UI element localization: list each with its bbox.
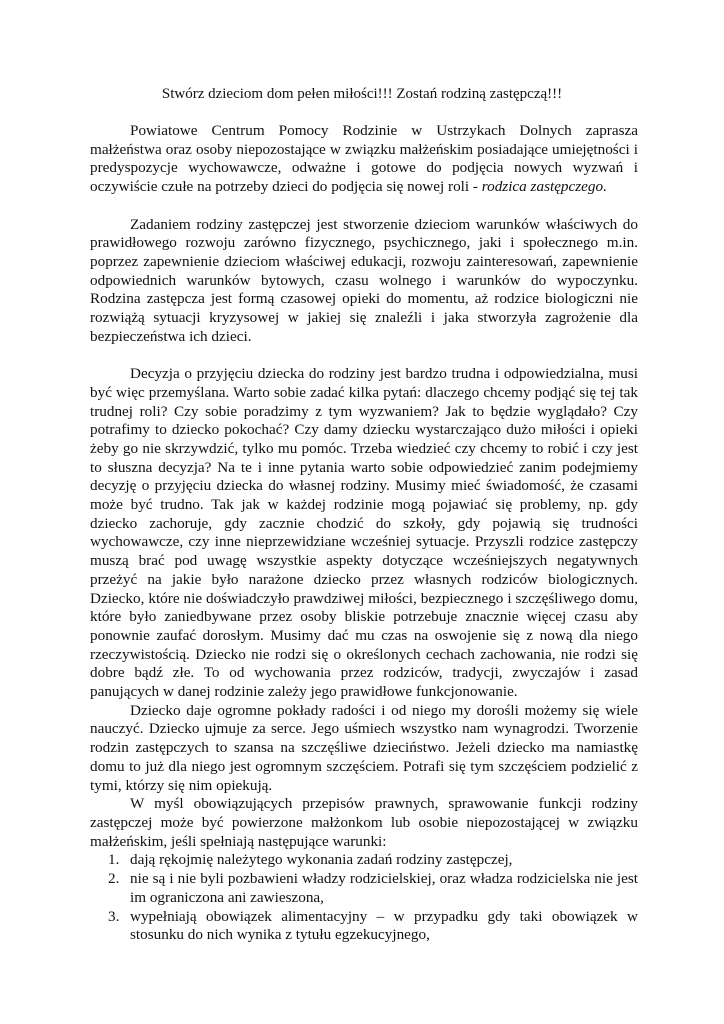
list-item-number: 1.: [108, 851, 120, 869]
paragraph-legal-requirements: W myśl obowiązujących przepisów prawnych, sprawowanie funkcji rodziny zastępczej może być powierzone małżonkom lub osobie niepozostającej w związku małżeńskim, jeśli spełniają następujące warunki:: [90, 795, 638, 850]
paragraph-invitation: [90, 122, 638, 197]
list-item: [90, 870, 638, 907]
document-title: Stwórz dzieciom dom pełen miłości!!! Zostań rodziną zastępczą!!!: [161, 86, 563, 102]
list-item-number: 3.: [108, 907, 120, 925]
list-item-number: 2.: [108, 870, 120, 888]
list-item-text: dają rękojmię należytego wykonania zadań rodziny zastępczej,: [130, 851, 513, 869]
paragraph-decision: Decyzja o przyjęciu dziecka do rodziny jest bardzo trudna i odpowiedzialna, musi być więc przemyślana. Warto sobie zadać kilka pytań: dlaczego chcemy podjąć się tej tak trudnej roli? Czy sobie poradzimy z tym wyzwaniem? Jak to będzie wyglądało? Czy potrafimy to dziecko pokochać? Czy damy dziecku wystarczająco dużo miłości i opieki żeby go nie skrzywdzić, tylko mu pomóc. Trzeba wiedzieć czy chcemy to robić i czy jest to słuszna decyzja? Na te i inne pytania warto sobie odpowiedzieć zanim podejmiemy decyzję o przyjęciu dziecka do własnej rodziny. Musimy mieć świadomość, że czasami może być trudno. Tak jak w każdej rodzinie mogą pojawiać się problemy, np. gdy dziecko zachoruje, gdy zacznie chodzić do szkoły, gdy pojawią się trudności wychowawcze, czy inne nieprzewidziane wcześniej sytuacje. Przyszli rodzice zastępczy muszą brać pod uwagę wszystkie aspekty dotyczące wcześniejszych negatywnych przeżyć na jakie było narażone dziecko przez własnych rodziców biologicznych. Dziecko, które nie doświadczyło prawdziwej miłości, bezpiecznego i szczęśliwego domu, które było zaniedbywane przez osoby bliskie potrzebuje znacznie więcej czasu aby ponownie zaufać dorosłym. Musimy dać mu czas na oswojenie się z nową dla niego rzeczywistością. Dziecko nie rodzi się o określonych cechach zachowania, nie rodzi się dobre bądź złe. To od wychowania przez rodziców, tradycji, zwyczajów i zasad panujących w danej rodzinie zależy jego prawidłowe funkcjonowanie.: [90, 365, 638, 701]
conditions-list: [90, 851, 638, 945]
paragraph-invitation-text: Powiatowe Centrum Pomocy Rodzinie w Ustrzykach Dolnych zaprasza małżeństwa oraz osoby niepozostające w związku małżeńskim posiadające umiejętności i predyspozycje wychowawcze, odważne i gotowe do podjęcia nowych wyzwań i oczywiście czułe na potrzeby dzieci do podjęcia się nowej roli -: [90, 122, 638, 196]
list-item: [90, 908, 638, 945]
paragraph-foster-family-task: Zadaniem rodziny zastępczej jest stworzenie dzieciom warunków właściwych do prawidłowego rozwoju zarówno fizycznego, psychicznego, jaki i społecznego m.in. poprzez zapewnienie dzieciom właściwej edukacji, rozwoju zainteresowań, zapewnienie odpowiednich warunków bytowych, czasu wolnego i warunków do wypoczynku. Rodzina zastępcza jest formą czasowej opieki do momentu, aż rodzice biologiczni nie rozwiążą sytuacji kryzysowej w jakiej się znaleźli i jaka stworzyła zagrożenie dla bezpieczeństwa ich dzieci.: [90, 215, 638, 345]
list-item-text: nie są i nie byli pozbawieni władzy rodzicielskiej, oraz władza rodzicielska nie jest im ograniczona ani zawieszona,: [130, 870, 638, 906]
foster-parent-role: rodzica zastępczego.: [481, 178, 607, 196]
paragraph-child-joy: Dziecko daje ogromne pokłady radości i od niego my dorośli możemy się wiele nauczyć. Dziecko ujmuje za serce. Jego uśmiech wszystko nam wynagrodzi. Tworzenie rodzin zastępczych to szansa na szczęśliwe dzieciństwo. Jeżeli dziecko ma namiastkę domu to już dla niego jest ogromnym szczęściem. Potrafi się tym szczęściem podzielić z tymi, którzy się nim opiekują.: [90, 701, 638, 794]
list-item: [90, 851, 638, 870]
list-item-text: wypełniają obowiązek alimentacyjny – w przypadku gdy taki obowiązek w stosunku do nich wynika z tytułu egzekucyjnego,: [130, 907, 638, 944]
document-body: [90, 122, 638, 945]
